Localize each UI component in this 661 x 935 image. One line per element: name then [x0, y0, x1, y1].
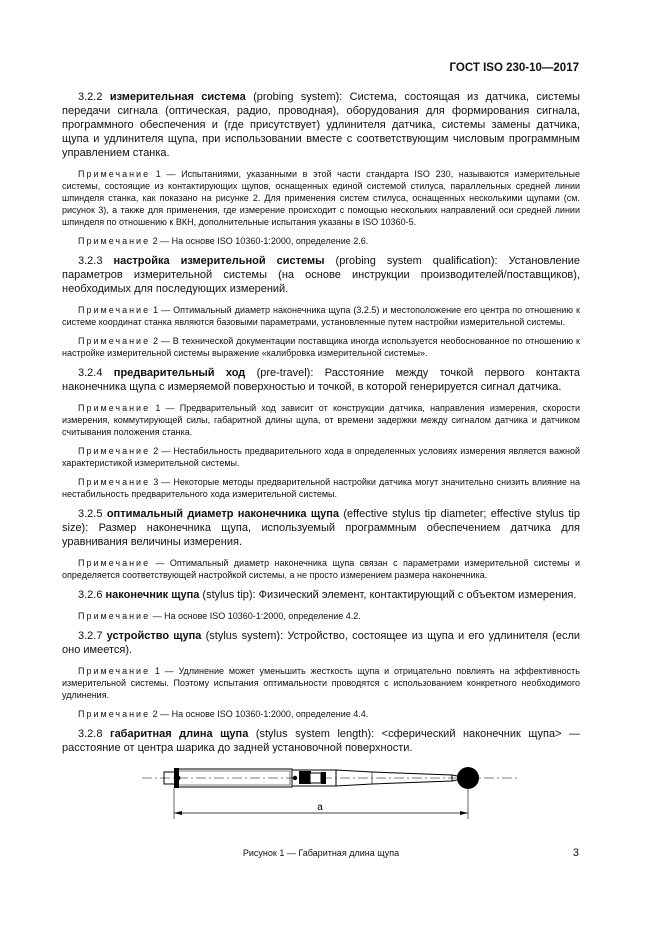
note — [62, 168, 580, 228]
definition: (pre-travel): Расстояние между точкой первого контакта наконечника щупа с измеряемой поверхностью и точкой, в которой генерируется сигнал датчика. — [62, 367, 580, 393]
note-label: Примечание — [78, 336, 151, 346]
term: оптимальный диаметр наконечника щупа — [106, 508, 340, 520]
note-label: Примечание — [78, 446, 151, 456]
note-number: 3 — [153, 477, 159, 487]
section-number: 3.2.7 — [78, 630, 103, 642]
section-number: 3.2.2 — [78, 91, 103, 103]
note-label: Примечание — [78, 666, 151, 676]
note-number: 1 — [155, 169, 161, 179]
section-3-2-4 — [62, 366, 580, 394]
term: настройка измерительной системы — [113, 255, 325, 267]
note-text: — На основе ISO 10360-1:2000, определение 4.4. — [157, 709, 369, 719]
arrow-left — [174, 811, 182, 815]
section-number: 3.2.3 — [78, 255, 103, 267]
note-text: — Удлинение может уменьшить жесткость щупа и отрицательно повлиять на эффективность измерительной системы. Поэтому испытания оптимальности проводятся с использованием конкретного необходимого удлинения. — [62, 666, 580, 700]
note-label: Примечание — [78, 305, 151, 315]
note-number: 2 — [152, 336, 158, 346]
coupling-window — [310, 773, 321, 783]
stylus-ball — [457, 767, 479, 789]
note-number: 1 — [154, 666, 160, 676]
coupling-block — [299, 771, 311, 784]
note — [62, 476, 580, 500]
definition: (stylus tip): Физический элемент, контактирующий с объектом измерения. — [199, 589, 577, 601]
section-3-2-7 — [62, 629, 580, 657]
note — [62, 304, 580, 328]
dimension-label: a — [317, 802, 323, 813]
section-3-2-2 — [62, 90, 580, 160]
page-number: 3 — [572, 847, 579, 859]
note-number: 2 — [153, 446, 159, 456]
section-3-2-6 — [62, 588, 580, 602]
note-text: — Испытаниями, указанными в этой части стандарта ISO 230, называются измерительные системы, состоящие из контактирующих щупов, оснащенных единой системой стилуса, параллельных средней линии шпинделя станка, как показано на рисунке 2. Для применения систем стилуса, оснащенных несколькими щупами (см. рисунок 3), а также для применения, где измерение происходит с помощью нескольких направлений оси средней линии шпинделя по отношению к ВКН, дополнительные испытания указаны в ISO 10360-5. — [62, 169, 580, 227]
definition: (probing system qualification): Установление параметров измерительной системы (на основе инструкции производителей/поставщиков), необходимых для последующих измерений. — [62, 255, 580, 295]
note-number: 1 — [155, 403, 161, 413]
pin-hole — [176, 776, 181, 781]
term: измерительная система — [109, 91, 246, 103]
note — [62, 445, 580, 469]
note — [62, 235, 580, 247]
section-number: 3.2.5 — [78, 508, 103, 520]
note-number: 2 — [152, 236, 158, 246]
document-header: ГОСТ ISO 230-10—2017 — [449, 62, 579, 74]
note-text: — Предварительный ход зависит от конструкции датчика, направления измерения, скорости измерения, коммутирующей силы, габаритной длины щупа, от времени задержки между сигналом датчика и датчиком считывания положения станка. — [62, 403, 580, 437]
note — [62, 557, 580, 581]
note-text: — Некоторые методы предварительной настройки датчика могут значительно снизить влияние на нестабильность предварительного хода измерительной системы. — [62, 477, 580, 499]
note-number: 2 — [152, 709, 158, 719]
document-body — [62, 90, 580, 858]
figure-1 — [62, 763, 580, 858]
section-3-2-8 — [62, 727, 580, 755]
note — [62, 402, 580, 438]
note-label: Примечание — [78, 403, 151, 413]
section-number: 3.2.8 — [78, 728, 103, 740]
note — [62, 335, 580, 359]
note-label: Примечание — [78, 477, 151, 487]
term: наконечник щупа — [105, 589, 200, 601]
note — [62, 665, 580, 701]
note-label: Примечание — [78, 558, 151, 568]
figure-caption: Рисунок 1 — Габаритная длина щупа — [242, 848, 400, 858]
stylus-diagram — [62, 763, 580, 839]
definition: (stylus system length): <сферический наконечник щупа> — расстояние от центра шарика до задней установочной поверхности. — [62, 728, 581, 754]
term: габаритная длина щупа — [109, 728, 249, 740]
note-label: Примечание — [78, 611, 151, 621]
section-number: 3.2.4 — [78, 367, 103, 379]
term: устройство щупа — [106, 630, 202, 642]
definition: (stylus system): Устройство, состоящее из щупа и его удлинителя (если оно имеется). — [62, 630, 581, 656]
note — [62, 708, 580, 720]
definition: (effective stylus tip diameter; effective stylus tip size): Размер наконечника щупа, используемый программным обеспечением датчика для уравнивания величины измерения. — [62, 508, 580, 548]
note — [62, 610, 580, 622]
note-label: Примечание — [78, 709, 151, 719]
note-text: — Нестабильность предварительного хода в определенных условиях измерения является важной характеристикой измерительной системы. — [62, 446, 580, 468]
definition: (probing system): Система, состоящая из датчика, системы передачи сигнала (оптическая, радио, проводная), оборудования для формирования сигнала, программного обеспечения и (где присутствует) удлинителя датчика, системы замены датчика, щупа и удлинителя щупа, при использовании вместе с соответствующим числовым программным управлением станка. — [62, 91, 580, 159]
note-text: — Оптимальный диаметр наконечника щупа (3.2.5) и местоположение его центра по отношению к системе координат станка являются базовыми параметрами, установленные путем настройки измерительной системы. — [62, 305, 580, 327]
note-text: — В технической документации поставщика иногда используется необоснованное по отношению к настройке измерительной системы выражение «калибровка измерительной системы». — [62, 336, 580, 358]
coupling-block-2 — [321, 772, 326, 784]
note-number: 1 — [153, 305, 159, 315]
note-text: — Оптимальный диаметр наконечника щупа связан с параметрами измерительной системы и определяется соответствующей настройкой системы, а не просто измерением размера наконечника. — [62, 558, 580, 580]
section-3-2-3 — [62, 254, 580, 296]
note-label: Примечание — [78, 236, 151, 246]
section-number: 3.2.6 — [78, 589, 103, 601]
section-3-2-5 — [62, 507, 580, 549]
pin-hole — [293, 776, 297, 780]
note-label: Примечание — [78, 169, 151, 179]
note-text: — На основе ISO 10360-1:2000, определение 2.6. — [157, 236, 369, 246]
term: предварительный ход — [113, 367, 246, 379]
arrow-right — [460, 811, 468, 815]
note-text: — На основе ISO 10360-1:2000, определение 4.2. — [150, 611, 361, 621]
